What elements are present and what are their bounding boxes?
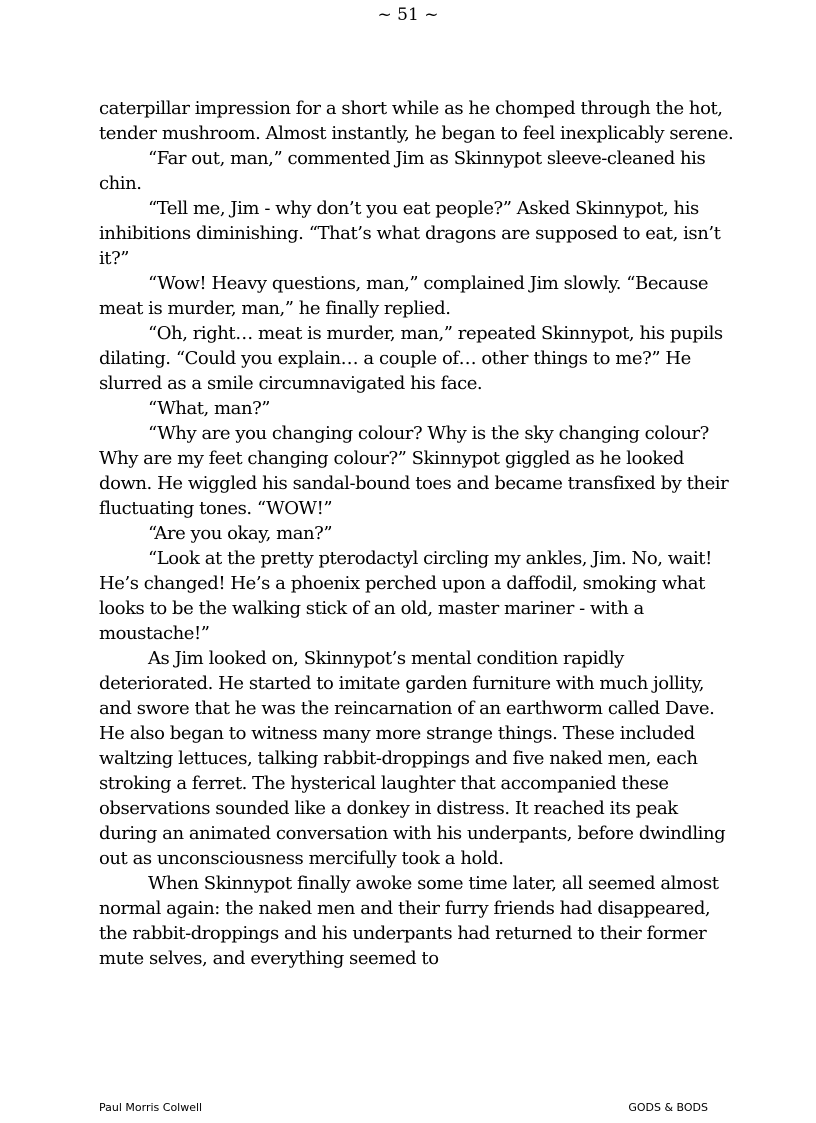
paragraph: “Are you okay, man?” [148, 523, 333, 544]
footer-book-title: GODS & BODS [628, 1101, 708, 1114]
body-text [99, 96, 739, 971]
paragraph: “Oh, right… meat is murder, man,” repeated Skinnypot, his pupils dilating. “Could you explain… a couple of… other things to me?” He slurred as a smile circumnavigated his face. [99, 323, 723, 394]
page-number: ~ 51 ~ [377, 5, 439, 25]
paragraph: caterpillar impression for a short while as he chomped through the hot, tender mushroom. Almost instantly, he began to feel inexplicably serene. [99, 98, 734, 144]
paragraph: “What, man?” [148, 398, 271, 419]
paragraph: “Look at the pretty pterodactyl circling my ankles, Jim. No, wait! He’s changed! He’s a phoenix perched upon a daffodil, smoking what looks to be the walking stick of an old, master mariner - with a moustache!” [99, 548, 712, 644]
footer-author: Paul Morris Colwell [99, 1101, 203, 1114]
paragraph: “Wow! Heavy questions, man,” complained Jim slowly. “Because meat is murder, man,” he finally replied. [99, 273, 709, 319]
paragraph: “Tell me, Jim - why don’t you eat people?” Asked Skinnypot, his inhibitions diminishing. “That’s what dragons are supposed to eat, isn’t it?” [99, 198, 721, 269]
paragraph: When Skinnypot finally awoke some time later, all seemed almost normal again: the naked men and their furry friends had disappeared, the rabbit-droppings and his underpants had returned to their former mute selves, and everything seemed to [99, 873, 719, 969]
paragraph: As Jim looked on, Skinnypot’s mental condition rapidly deteriorated. He started to imitate garden furniture with much jollity, and swore that he was the reincarnation of an earthworm called Dave. He also began to witness many more strange things. These included waltzing lettuces, talking rabbit-droppings and five naked men, each stroking a ferret. The hysterical laughter that accompanied these observations sounded like a donkey in distress. It reached its peak during an animated conversation with his underpants, before dwindling out as unconsciousness mercifully took a hold. [99, 648, 726, 869]
paragraph: “Why are you changing colour? Why is the sky changing colour? Why are my feet changing colour?” Skinnypot giggled as he looked down. He wiggled his sandal-bound toes and became transfixed by their fluctuating tones. “WOW!” [99, 423, 729, 519]
paragraph: “Far out, man,” commented Jim as Skinnypot sleeve-cleaned his chin. [99, 148, 706, 194]
